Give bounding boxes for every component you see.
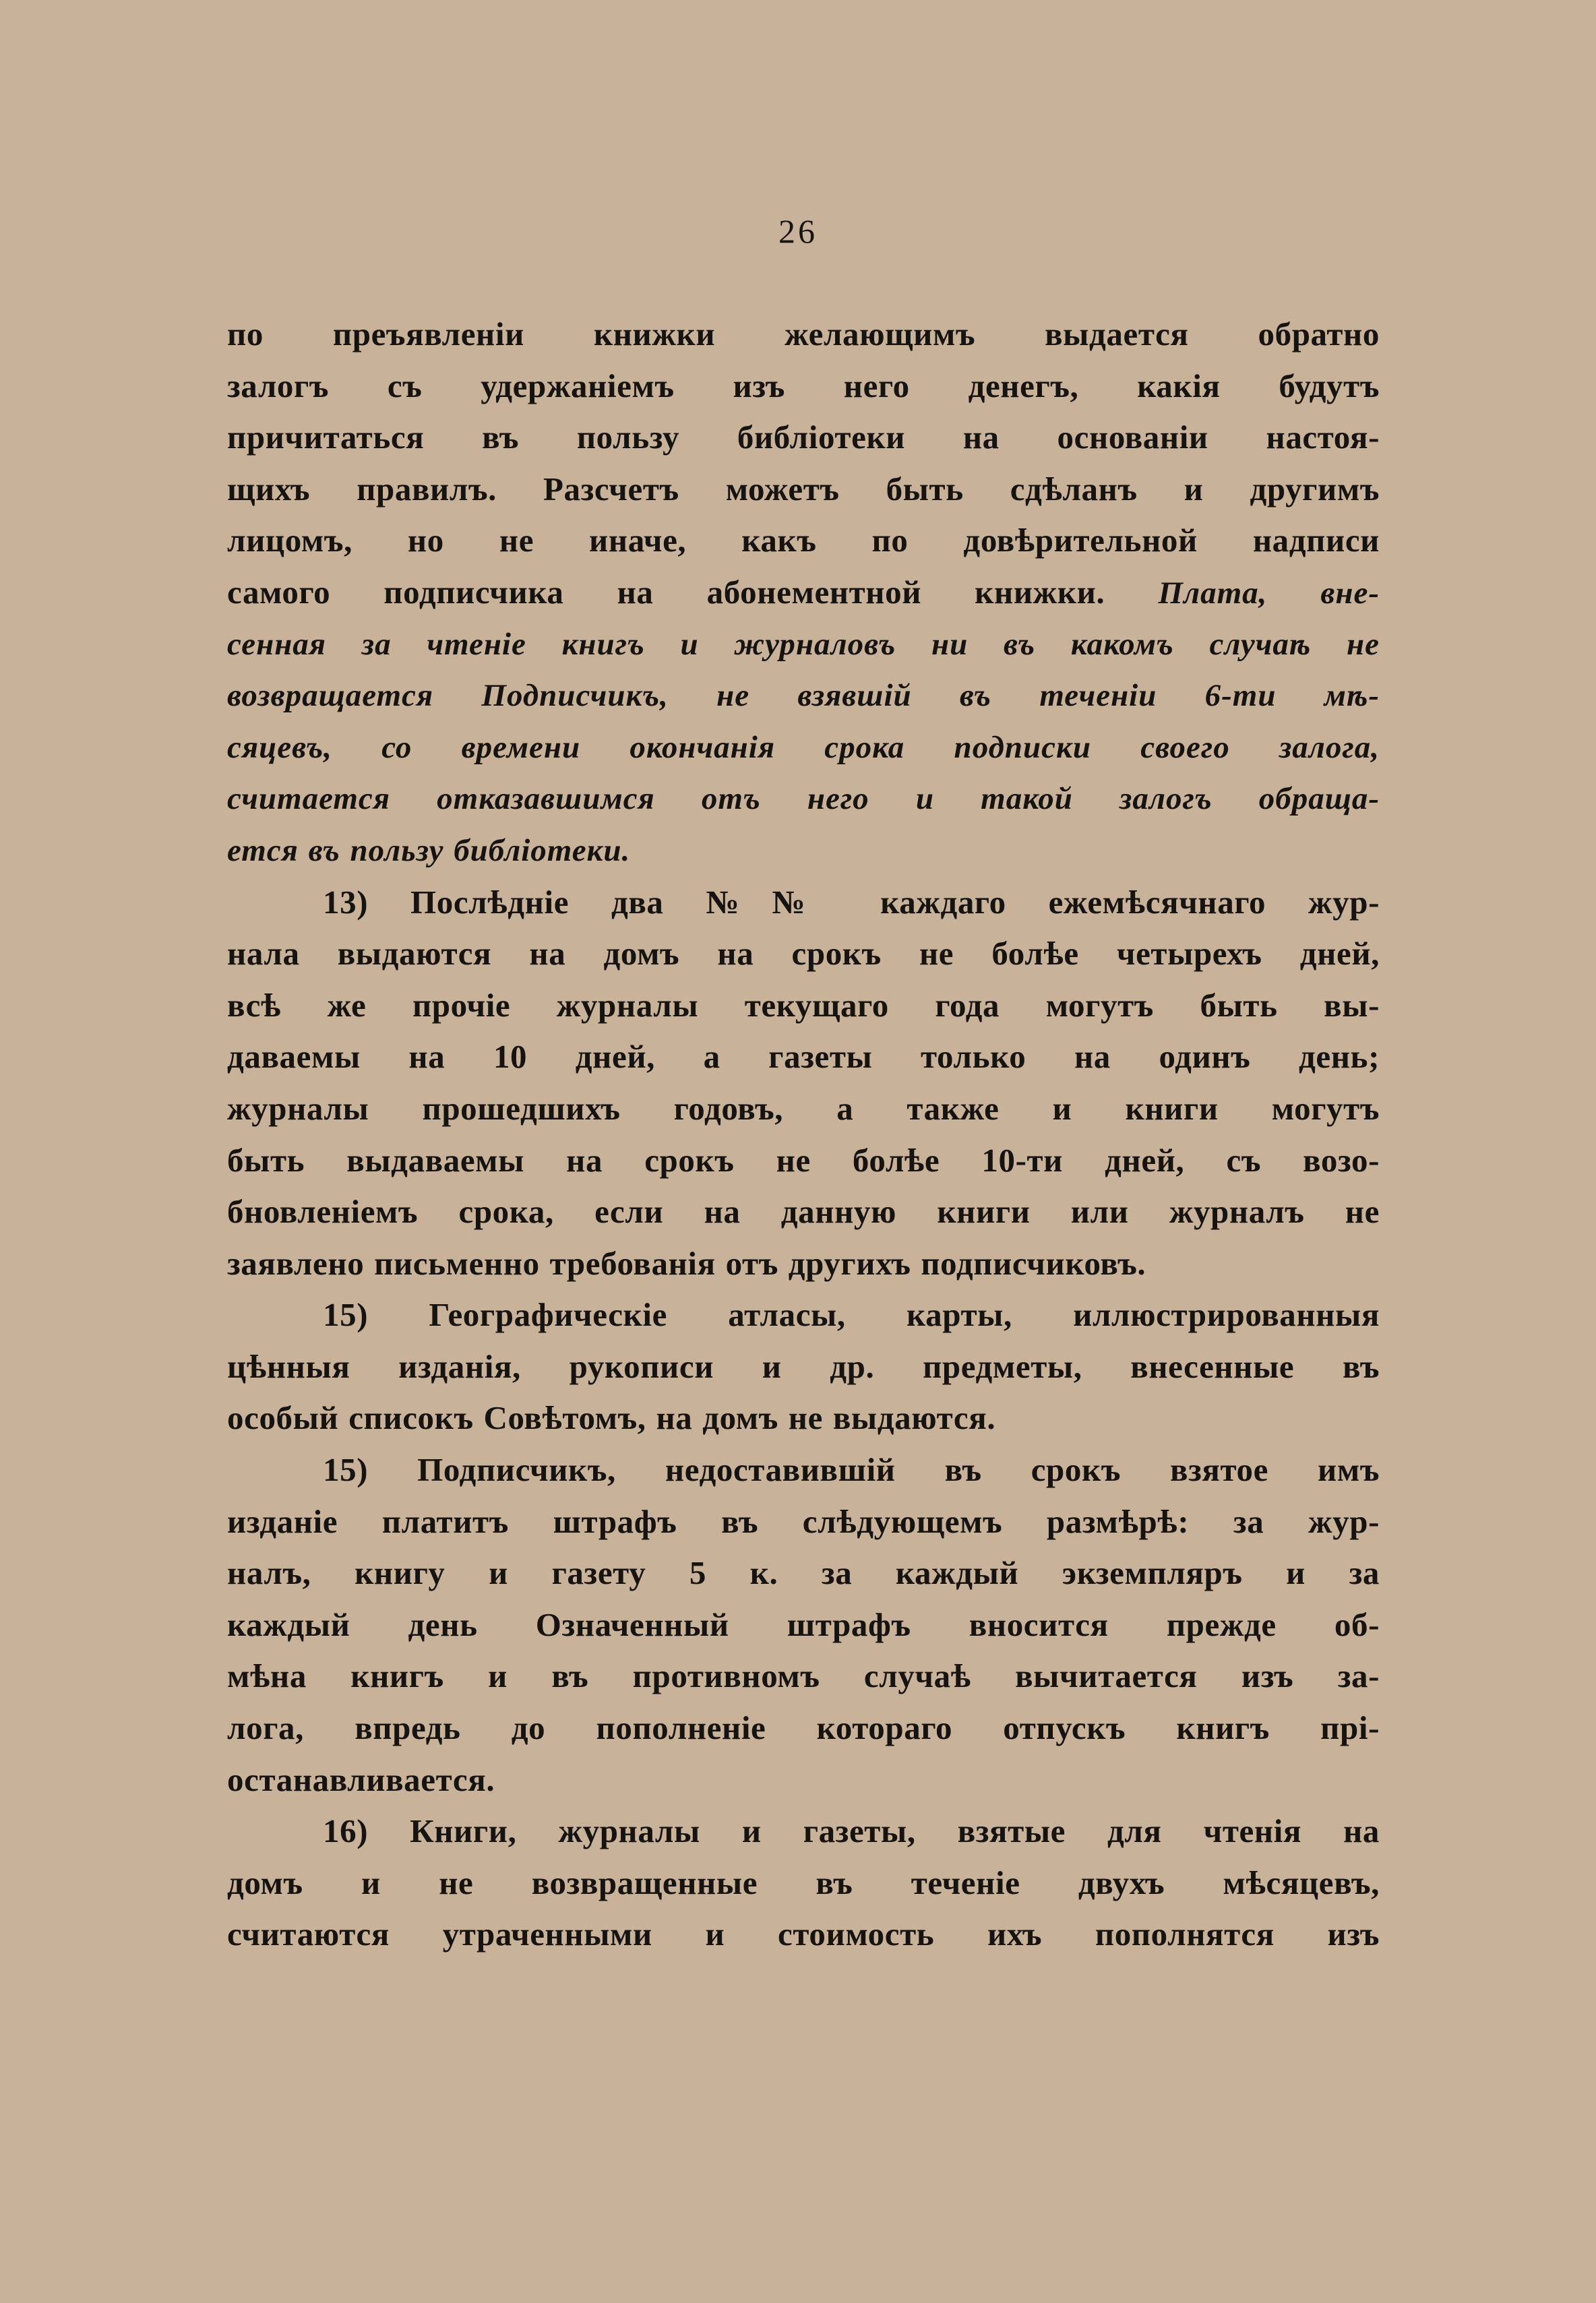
text-line: даваемы на 10 дней, а газеты только на одинъ день; [227,1038,1380,1076]
text-line: залогъ съ удержаніемъ изъ него денегъ, какія будутъ [227,367,1380,404]
text-line: мѣна книгъ и въ противномъ случаѣ вычитается изъ за- [227,1657,1380,1695]
text-line: по преъявленіи книжки желающимъ выдается обратно [227,315,1380,352]
italic-line: считается отказавшимся отъ него и такой залогъ обраща- [227,781,1380,817]
text-line: останавливается. [227,1760,495,1798]
italic-line: сенная за чтеніе книгъ и журналовъ ни въ какомъ случаѣ не [227,626,1380,662]
text-line: журналы прошедшихъ годовъ, а также и книги могутъ [227,1089,1380,1127]
text-line: нала выдаются на домъ на срокъ не болѣе четырехъ дней, [227,935,1380,973]
paragraph-16-start: 16) Книги, журналы и газеты, взятые для чтенія на [323,1812,1380,1850]
text-line: цѣнныя изданія, рукописи и др. предметы, внесенные въ [227,1347,1380,1385]
italic-line: ется въ пользу библіотеки. [227,832,631,868]
page-number: 26 [778,212,818,250]
text-line: изданіе платитъ штрафъ въ слѣдующемъ размѣрѣ: за жур- [227,1502,1380,1540]
body-text [227,309,1380,1961]
text-line: лицомъ, но не иначе, какъ по довѣрительной надписи [227,522,1380,559]
text-line: всѣ же прочіе журналы текущаго года могутъ быть вы- [227,986,1380,1024]
text-line-mixed [227,567,1380,619]
italic-line: сяцевъ, со времени окончанія срока подписки своего залога, [227,729,1380,765]
text-line: особый списокъ Совѣтомъ, на домъ не выдаются. [227,1399,996,1437]
text-line: причитаться въ пользу библіотеки на основаніи настоя- [227,419,1380,456]
paragraph-15a-start: 15) Географическіе атласы, карты, иллюстрированныя [323,1296,1380,1334]
text-line: каждый день Означенный штрафъ вносится прежде об- [227,1605,1380,1643]
text-line: бновленіемъ срока, если на данную книги или журналъ не [227,1193,1380,1231]
text-line: считаются утраченными и стоимость ихъ пополнятся изъ [227,1915,1380,1953]
paragraph-13-start: 13) Послѣдніе два №№ каждаго ежемѣсячнаго жур- [323,883,1380,921]
text-line: быть выдаваемы на срокъ не болѣе 10-ти дней, съ возо- [227,1141,1380,1179]
text-line: домъ и не возвращенные въ теченіе двухъ мѣсяцевъ, [227,1864,1380,1901]
italic-segment: Плата, вне- [1158,575,1380,611]
text-line: лога, впредь до пополненіе котораго отпускъ книгъ прі- [227,1709,1380,1747]
paragraph-15b-start: 15) Подписчикъ, недоставившій въ срокъ взятое имъ [323,1451,1380,1489]
text-line: заявлено письменно требованія отъ другихъ подписчиковъ. [227,1244,1146,1282]
text-segment: самого подписчика на абонементной книжки. [227,573,1105,611]
text-line: щихъ правилъ. Разсчетъ можетъ быть сдѣланъ и другимъ [227,470,1380,508]
text-line: налъ, книгу и газету 5 к. за каждый экземпляръ и за [227,1554,1380,1592]
italic-line: возвращается Подписчикъ, не взявшій въ теченіи 6-ти мѣ- [227,678,1380,714]
